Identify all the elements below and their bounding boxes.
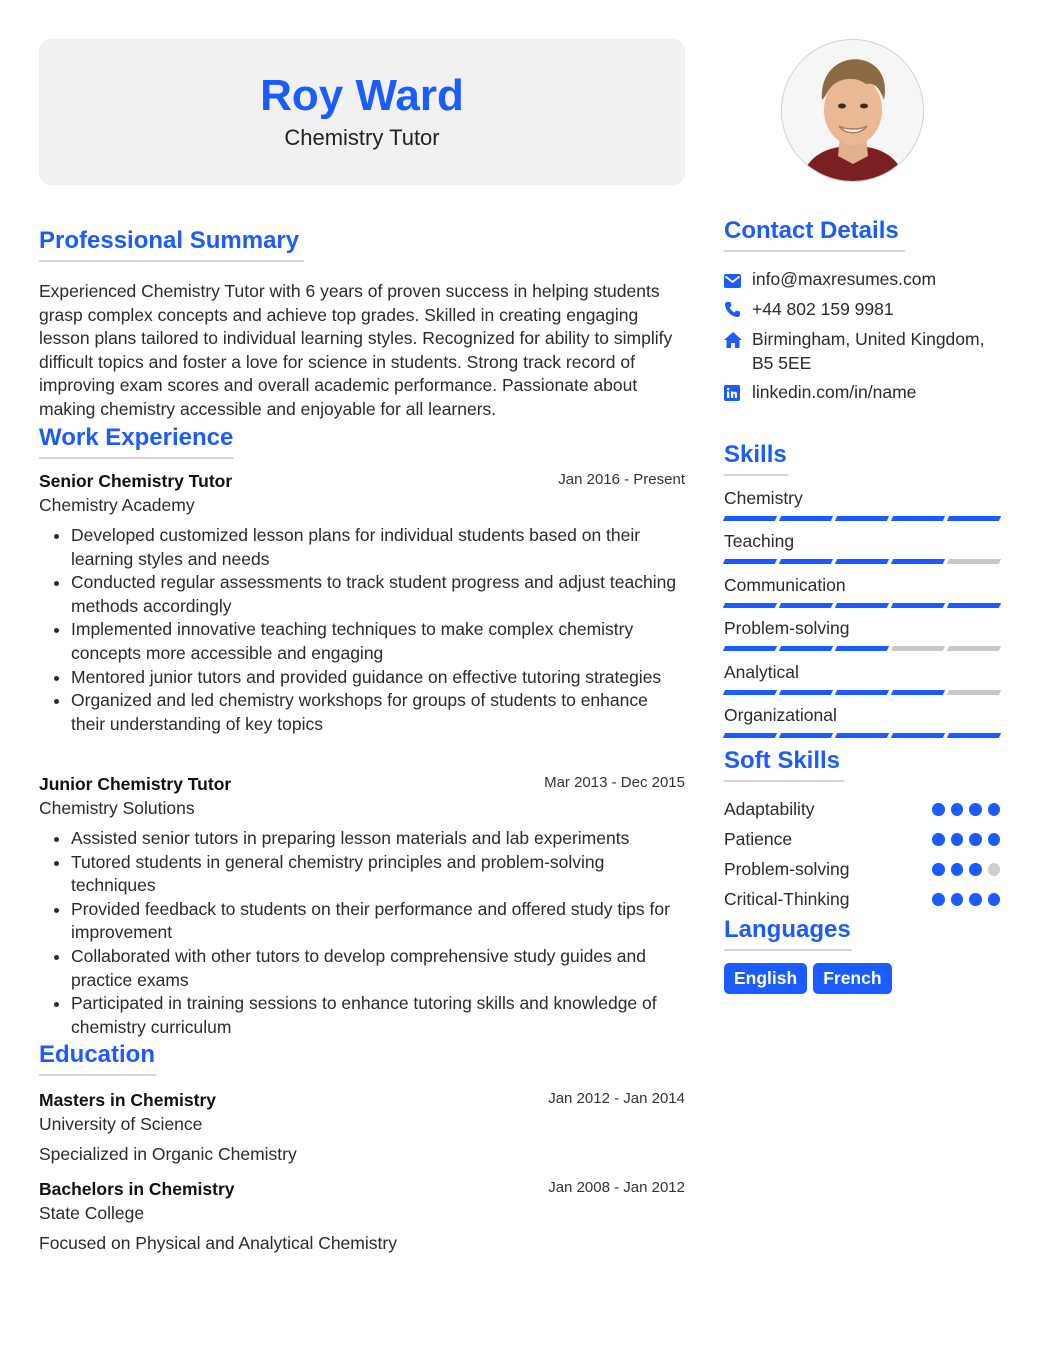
education-entry xyxy=(39,1177,685,1255)
soft-skill-name: Problem-solving xyxy=(724,858,850,879)
rating-dot xyxy=(951,833,964,846)
skill-level-segment xyxy=(947,733,1001,738)
skill-level-segment xyxy=(723,646,777,651)
rating-dot xyxy=(988,893,1001,906)
skill-level-segment xyxy=(723,603,777,608)
soft-skill-name: Critical-Thinking xyxy=(724,888,850,909)
skill-level-segment xyxy=(947,603,1001,608)
job-bullet: • Assisted senior tutors in preparing lesson materials and lab experiments xyxy=(71,827,685,851)
skill-item xyxy=(724,573,1000,616)
home-icon xyxy=(724,328,752,355)
summary-text: Experienced Chemistry Tutor with 6 years of proven success in helping students grasp complex concepts and achieve top grades. Skilled in creating engaging lesson plans tailored to individual learning styles. Recognized for ability to simplify difficult topics and foster a love for science in students. Strong track record of improving exam scores and overall academic performance. Passionate about making chemistry accessible and enjoyable for all learners. xyxy=(39,281,673,419)
skill-level-segment xyxy=(947,516,1001,521)
skill-level-bar xyxy=(724,559,1000,564)
job-bullet: • Tutored students in general chemistry principles and problem-solving techniques xyxy=(71,851,685,898)
job-company: Chemistry Solutions xyxy=(39,798,195,818)
languages-list xyxy=(724,963,892,994)
job-bullets xyxy=(39,524,685,736)
skill-level-segment xyxy=(779,603,833,608)
phone-icon xyxy=(724,298,752,325)
contact-linkedin[interactable] xyxy=(724,381,1014,408)
skill-level-segment xyxy=(835,733,889,738)
rating-dot xyxy=(988,863,1001,876)
soft-skill-rating xyxy=(932,803,1000,816)
rating-dot xyxy=(969,893,982,906)
education-date: Jan 2012 - Jan 2014 xyxy=(548,1090,685,1107)
job-bullet: • Provided feedback to students on their performance and offered study tips for improvement xyxy=(71,898,685,945)
education-description: Focused on Physical and Analytical Chemistry xyxy=(39,1233,397,1253)
skill-level-segment xyxy=(779,516,833,521)
section-title-summary: Professional Summary xyxy=(39,226,304,262)
skill-level-segment xyxy=(891,733,945,738)
contact-address xyxy=(724,328,1014,375)
skill-name: Chemistry xyxy=(724,488,803,508)
skill-level-segment xyxy=(835,559,889,564)
job-bullet: • Participated in training sessions to enhance tutoring skills and knowledge of chemistry curriculum xyxy=(71,992,685,1039)
section-title-work: Work Experience xyxy=(39,423,234,459)
school-name: University of Science xyxy=(39,1114,203,1134)
section-title-education: Education xyxy=(39,1040,156,1076)
soft-skill-rating xyxy=(932,893,1000,906)
skill-level-segment xyxy=(723,516,777,521)
skill-level-bar xyxy=(724,603,1000,608)
soft-skills-list xyxy=(724,794,1000,914)
section-title-soft-skills: Soft Skills xyxy=(724,746,844,782)
skill-level-segment xyxy=(779,733,833,738)
skill-name: Problem-solving xyxy=(724,618,850,639)
section-title-skills: Skills xyxy=(724,440,788,476)
education-entry xyxy=(39,1088,685,1166)
skill-level-segment xyxy=(835,646,889,651)
skill-level-bar xyxy=(724,646,1000,651)
education-date: Jan 2008 - Jan 2012 xyxy=(548,1179,685,1196)
skill-level-segment xyxy=(891,603,945,608)
profile-photo xyxy=(781,39,924,182)
skill-item xyxy=(724,616,1000,659)
skill-item xyxy=(724,529,1000,572)
job-bullet: • Collaborated with other tutors to develop comprehensive study guides and practice exams xyxy=(71,945,685,992)
soft-skill-name: Adaptability xyxy=(724,798,815,819)
skill-level-segment xyxy=(835,603,889,608)
skill-name: Analytical xyxy=(724,661,799,682)
job-bullet: • Conducted regular assessments to track student progress and adjust teaching methods accordingly xyxy=(71,571,685,618)
job-title: Junior Chemistry Tutor xyxy=(39,774,232,794)
rating-dot xyxy=(969,803,982,816)
soft-skill-rating xyxy=(932,833,1000,846)
section-title-contact: Contact Details xyxy=(724,216,905,252)
soft-skill-item xyxy=(724,824,1000,854)
skill-level-segment xyxy=(723,690,777,695)
candidate-title: Chemistry Tutor xyxy=(284,125,440,150)
job-entry xyxy=(39,772,685,1039)
skill-item xyxy=(724,486,1000,529)
soft-skill-name: Patience xyxy=(724,828,793,849)
skill-level-segment xyxy=(947,690,1001,695)
skill-level-segment xyxy=(723,733,777,738)
skill-level-segment xyxy=(891,559,945,564)
job-company: Chemistry Academy xyxy=(39,495,195,515)
contact-phone-text: +44 802 159 9981 xyxy=(752,299,894,319)
skill-level-segment xyxy=(835,516,889,521)
skill-level-bar xyxy=(724,733,1000,738)
candidate-name: Roy Ward xyxy=(260,71,464,120)
rating-dot xyxy=(951,893,964,906)
skill-level-segment xyxy=(723,559,777,564)
degree-title: Bachelors in Chemistry xyxy=(39,1179,235,1199)
linkedin-icon xyxy=(724,381,752,408)
skill-name: Teaching xyxy=(724,531,795,552)
section-title-languages: Languages xyxy=(724,915,852,951)
skill-item xyxy=(724,703,1000,746)
skill-item xyxy=(724,660,1000,703)
rating-dot xyxy=(969,863,982,876)
skills-list xyxy=(724,486,1000,746)
contact-phone[interactable] xyxy=(724,298,1014,325)
degree-title: Masters in Chemistry xyxy=(39,1090,217,1110)
skill-level-segment xyxy=(779,690,833,695)
skill-level-segment xyxy=(835,690,889,695)
job-bullets xyxy=(39,827,685,1039)
skill-level-segment xyxy=(779,559,833,564)
job-date: Mar 2013 - Dec 2015 xyxy=(544,774,685,791)
skill-level-segment xyxy=(947,559,1001,564)
rating-dot xyxy=(988,803,1001,816)
contact-linkedin-text: linkedin.com/in/name xyxy=(752,382,917,402)
skill-level-segment xyxy=(891,516,945,521)
job-entry xyxy=(39,469,685,736)
header-box xyxy=(39,39,685,185)
skill-level-segment xyxy=(947,646,1001,651)
rating-dot xyxy=(932,803,945,816)
job-bullet: • Developed customized lesson plans for individual students based on their learning styles and needs xyxy=(71,524,685,571)
education-description: Specialized in Organic Chemistry xyxy=(39,1144,297,1164)
soft-skill-item xyxy=(724,854,1000,884)
rating-dot xyxy=(988,833,1001,846)
language-badge: English xyxy=(724,963,807,994)
contact-email[interactable] xyxy=(724,268,1014,295)
skill-level-bar xyxy=(724,690,1000,695)
skill-name: Organizational xyxy=(724,704,837,725)
rating-dot xyxy=(969,833,982,846)
job-date: Jan 2016 - Present xyxy=(558,471,685,488)
rating-dot xyxy=(951,803,964,816)
soft-skill-item xyxy=(724,794,1000,824)
avatar-portrait-icon xyxy=(782,40,924,182)
job-title: Senior Chemistry Tutor xyxy=(39,471,233,491)
soft-skill-rating xyxy=(932,863,1000,876)
job-bullet: • Implemented innovative teaching techniques to make complex chemistry concepts more accessible and engaging xyxy=(71,618,685,665)
soft-skill-item xyxy=(724,884,1000,914)
school-name: State College xyxy=(39,1203,145,1223)
skill-level-segment xyxy=(891,646,945,651)
skill-level-bar xyxy=(724,516,1000,521)
contact-email-text: info@maxresumes.com xyxy=(752,269,937,289)
rating-dot xyxy=(932,893,945,906)
job-bullet: • Mentored junior tutors and provided guidance on effective tutoring strategies xyxy=(71,666,685,690)
rating-dot xyxy=(932,833,945,846)
language-badge: French xyxy=(813,963,891,994)
skill-level-segment xyxy=(891,690,945,695)
rating-dot xyxy=(932,863,945,876)
skill-name: Communication xyxy=(724,574,846,595)
envelope-icon xyxy=(724,268,752,295)
contact-address-text: Birmingham, United Kingdom, B5 5EE xyxy=(752,329,985,373)
skill-level-segment xyxy=(779,646,833,651)
rating-dot xyxy=(951,863,964,876)
job-bullet: • Organized and led chemistry workshops for groups of students to enhance their understanding of key topics xyxy=(71,689,685,736)
